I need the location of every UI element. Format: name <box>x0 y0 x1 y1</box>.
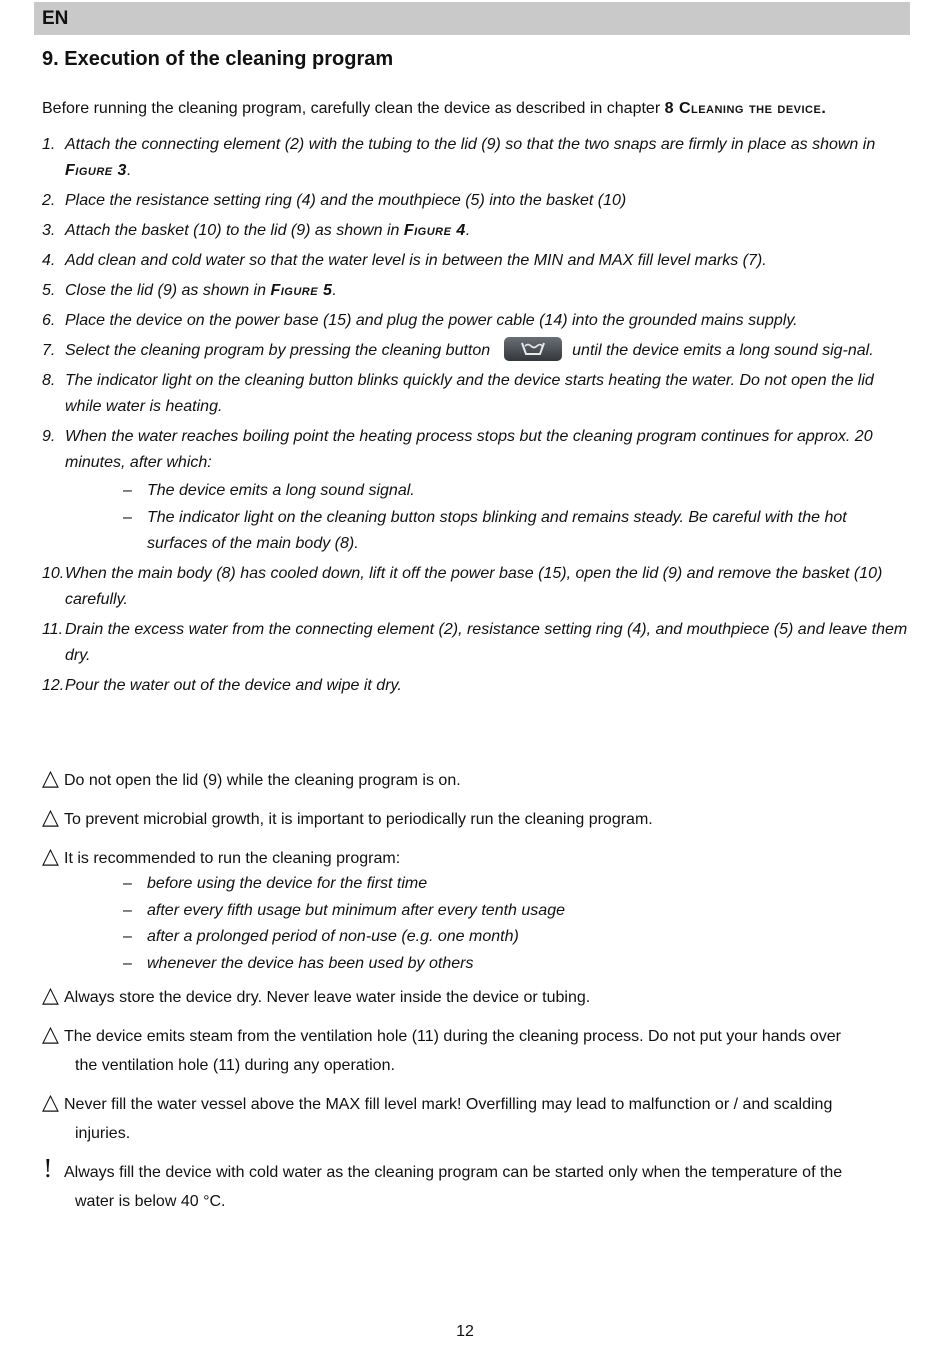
recommendation-item <box>123 898 908 925</box>
warning-triangle-icon: △ <box>42 983 59 1008</box>
caution-text: Always fill the device with cold water as the cleaning program can be started only when the temperature of the <box>64 1164 843 1181</box>
step-number: 10. <box>42 565 65 582</box>
intro-text: Before running the cleaning program, carefully clean the device as described in chapter <box>42 100 665 117</box>
sub-item-text: The device emits a long sound signal. <box>147 482 415 499</box>
step-item <box>42 308 908 334</box>
dash-bullet: – <box>123 901 132 919</box>
step-item <box>42 188 908 214</box>
step-number: 1. <box>42 136 56 153</box>
step-number: 9. <box>42 428 56 445</box>
recommendation-text: after every fifth usage but minimum after every tenth usage <box>147 901 565 919</box>
dash-bullet: – <box>123 875 132 892</box>
cleaning-button-icon <box>504 337 562 361</box>
step-text: When the water reaches boiling point the heating process stops but the cleaning program continues for approx. 20 minutes, after which: <box>65 428 873 471</box>
step-number: 6. <box>42 312 56 329</box>
step-item <box>42 218 908 244</box>
recommendation-text: after a prolonged period of non-use (e.g. one month) <box>147 928 519 945</box>
warning-text: The device emits steam from the ventilation hole (11) during the cleaning process. Do not put your hands over <box>64 1028 842 1045</box>
intro-paragraph <box>42 99 902 119</box>
warning-note <box>42 766 908 795</box>
step-item <box>42 368 908 420</box>
warning-text-continued: the ventilation hole (11) during any operation. <box>75 1057 395 1074</box>
step-text-end: . <box>332 282 337 299</box>
warning-note <box>42 983 908 1012</box>
figure-reference: Figure 5 <box>270 282 333 299</box>
step-text-end: . <box>126 162 132 179</box>
step-number: 12. <box>42 677 65 694</box>
recommendation-text: before using the device for the first time <box>147 875 428 892</box>
warning-note <box>42 844 908 873</box>
page-number: 12 <box>456 1323 474 1340</box>
recommendation-text: whenever the device has been used by others <box>147 954 474 972</box>
step-number: 3. <box>42 222 56 239</box>
caution-text-continued: water is below 40 °C. <box>75 1193 226 1210</box>
warning-note <box>42 805 908 834</box>
step-text: Add clean and cold water so that the water level is in between the MIN and MAX fill level marks (7). <box>65 252 767 269</box>
caution-note <box>42 1155 908 1216</box>
cleaning-steps-list <box>42 132 908 703</box>
step-text-end: . <box>465 222 471 239</box>
step-text: The indicator light on the cleaning button blinks quickly and the device starts heating the water. Do not open the lid while water is heating. <box>65 372 874 415</box>
step-text: Close the lid (9) as shown in <box>65 282 271 299</box>
warning-text-continued: injuries. <box>75 1125 131 1142</box>
figure-reference: Figure 3 <box>65 162 127 179</box>
step-text: Select the cleaning program by pressing the cleaning button <box>65 342 491 359</box>
step-item <box>42 248 908 274</box>
step-text: Attach the basket (10) to the lid (9) as shown in <box>65 222 404 239</box>
step-text: Attach the connecting element (2) with the tubing to the lid (9) so that the two snaps are firmly in place as shown in <box>65 136 876 153</box>
warning-triangle-icon: △ <box>42 844 59 869</box>
recommendation-list <box>42 871 908 977</box>
step-number: 11. <box>42 621 64 638</box>
sub-item <box>123 478 908 504</box>
recommendation-item <box>123 924 908 951</box>
step-text: Place the resistance setting ring (4) and the mouthpiece (5) into the basket (10) <box>65 192 627 209</box>
step-text: Place the device on the power base (15) and plug the power cable (14) into the grounded mains supply. <box>65 312 798 329</box>
sub-item <box>123 505 908 557</box>
step-text: When the main body (8) has cooled down, lift it off the power base (15), open the lid (9) and remove the basket (10) carefully. <box>65 565 883 608</box>
step-number: 8. <box>42 372 56 389</box>
warnings-section <box>42 766 908 1226</box>
step-text-after: until the device emits a long sound sig-nal. <box>572 342 874 359</box>
warning-triangle-icon: △ <box>42 766 59 791</box>
step-item <box>42 278 908 304</box>
exclamation-icon: ! <box>43 1155 53 1183</box>
dash-bullet: – <box>123 928 132 945</box>
sub-item-text: The indicator light on the cleaning button stops blinking and remains steady. Be careful with the hot surfaces of the main body (8). <box>147 509 847 552</box>
dash-bullet: – <box>123 954 132 972</box>
step-item <box>42 561 908 613</box>
dash-bullet: – <box>123 482 132 499</box>
step-item <box>42 132 908 184</box>
step-item <box>42 338 908 364</box>
step-text: Pour the water out of the device and wipe it dry. <box>65 677 402 694</box>
warning-text: Never fill the water vessel above the MAX fill level mark! Overfilling may lead to malfunction or / and scalding <box>64 1096 833 1113</box>
warning-triangle-icon: △ <box>42 805 59 830</box>
language-header-bar <box>34 2 910 35</box>
step-sub-list <box>65 478 908 557</box>
step-item <box>42 617 908 669</box>
section-title: 9. Execution of the cleaning program <box>42 48 394 70</box>
recommendation-item <box>123 951 908 978</box>
warning-text: Do not open the lid (9) while the cleaning program is on. <box>64 772 461 789</box>
warning-text: It is recommended to run the cleaning program: <box>64 850 401 867</box>
dash-bullet: – <box>123 509 132 526</box>
step-item <box>42 673 908 699</box>
figure-reference: Figure 4 <box>403 222 466 239</box>
warning-note <box>42 1090 908 1148</box>
warning-text: To prevent microbial growth, it is important to periodically run the cleaning program. <box>64 811 653 828</box>
step-text: Drain the excess water from the connecting element (2), resistance setting ring (4), and mouthpiece (5) and leave them dry. <box>65 621 908 664</box>
step-item <box>42 424 908 557</box>
language-code: EN <box>42 8 69 29</box>
warning-triangle-icon: △ <box>42 1022 59 1047</box>
step-number: 4. <box>42 252 56 269</box>
step-number: 5. <box>42 282 56 299</box>
chapter-reference: 8 Cleaning the device. <box>664 100 827 117</box>
recommendation-item <box>123 871 908 898</box>
warning-text: Always store the device dry. Never leave water inside the device or tubing. <box>64 989 591 1006</box>
step-number: 7. <box>42 342 56 359</box>
warning-note <box>42 1022 908 1080</box>
step-number: 2. <box>42 192 56 209</box>
warning-triangle-icon: △ <box>42 1090 59 1115</box>
